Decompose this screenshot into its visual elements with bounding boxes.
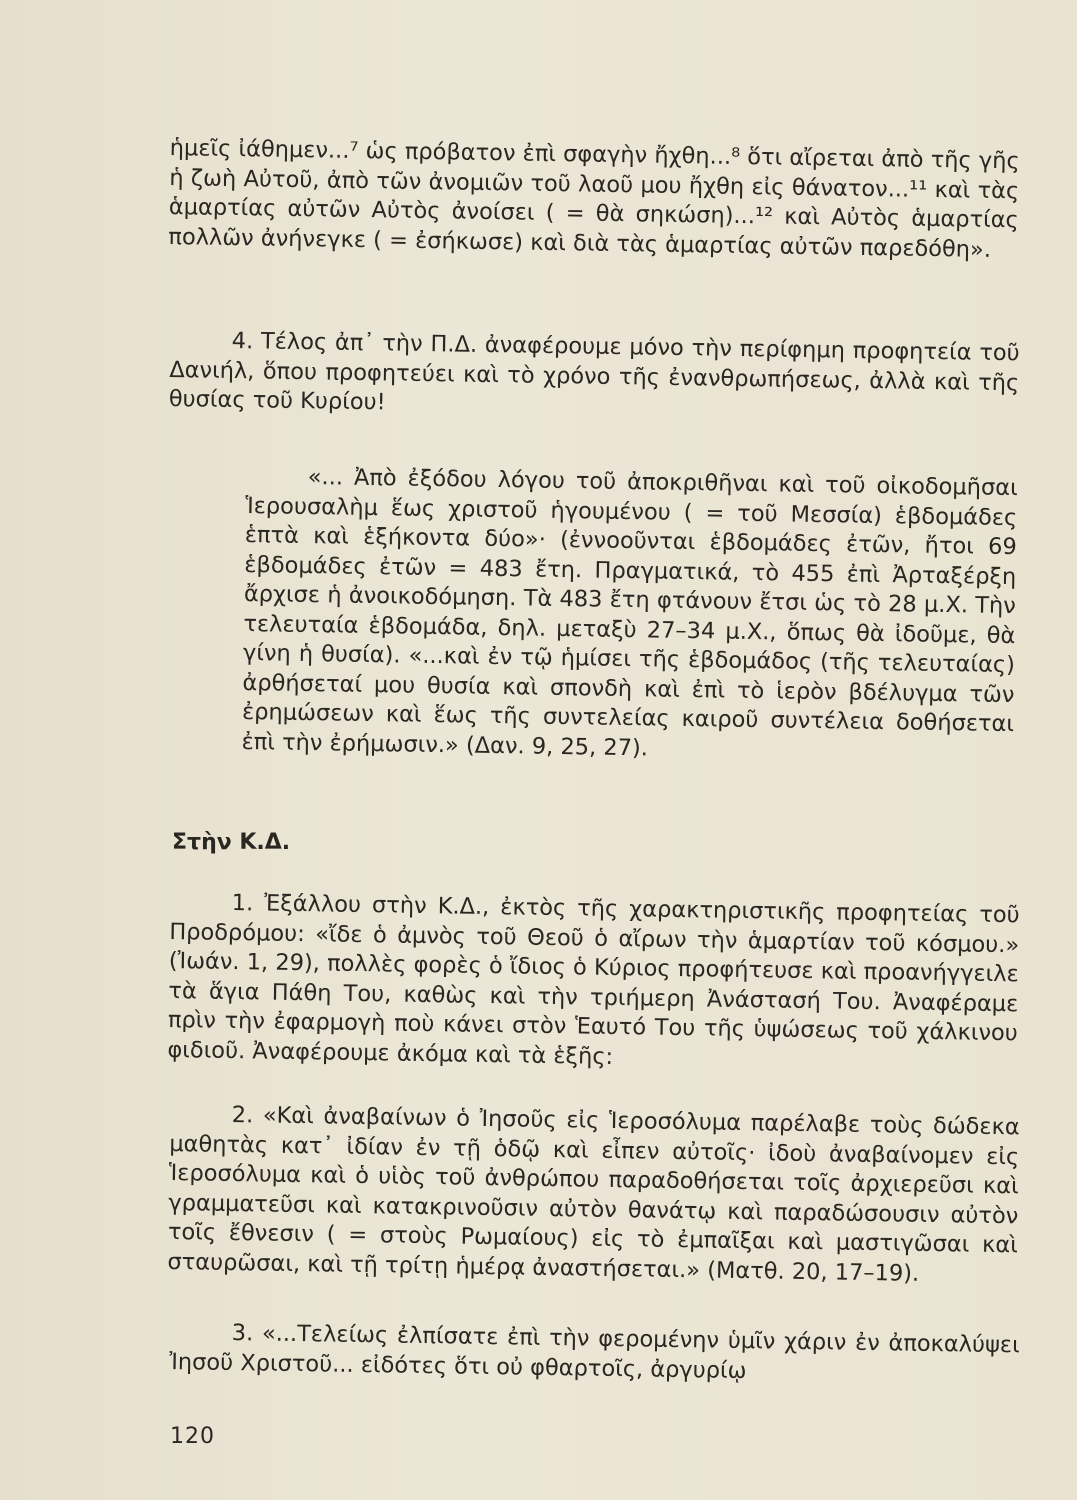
- page-number: 120: [170, 1424, 215, 1449]
- paragraph: 1. Ἐξάλλου στὴν Κ.Δ., ἐκτὸς τῆς χαρακτηριστικῆς προφητείας τοῦ Προδρόμου: «ἴδε ὁ ἀμνὸς τοῦ Θεοῦ ὁ αἴρων τὴν ἁμαρτίαν τοῦ κόσμου.» (Ἰωάν. 1, 29), πολλὲς φορὲς ὁ ἴδιος ὁ Κύριος προφήτευσε καὶ προανήγγειλε τὰ ἅγια Πάθη Του, καθὼς καὶ τὴν τριήμερη Ἀνάστασή Του. Ἀναφέραμε πρὶν τὴν ἐφαρμογὴ ποὺ κάνει στὸν Ἑαυτό Του τῆς ὑψώσεως τοῦ χάλκινου φιδιοῦ. Ἀναφέρουμε ἀκόμα καὶ τὰ ἑξῆς:: [167, 889, 1020, 1070]
- paragraph: «... Ἀπὸ ἐξόδου λόγου τοῦ ἀποκριθῆναι καὶ τοῦ οἰκοδομῆσαι Ἱερουσαλὴμ ἕως χριστοῦ ἡγουμένου ( = τοῦ Μεσσία) ἑβδομάδες ἑπτὰ καὶ ἑξήκοντα δύο»· (ἐννοοῦνται ἑβδομάδες ἐτῶν, ἤτοι 69 ἑβδομάδες ἐτῶν = 483 ἔτη. Πραγματικά, τὸ 455 ἐπὶ Ἀρταξέρξη ἄρχισε ἡ ἀνοικοδόμηση. Τὰ 483 ἔτη φτάνουν ἔτσι ὡς τὸ 28 μ.Χ. Τὴν τελευταία ἑβδομάδα, δηλ. μεταξὺ 27–34 μ.Χ., ὅπως θὰ ἰδοῦμε, θὰ γίνη ἡ θυσία). «...καὶ ἐν τῷ ἡμίσει τῆς ἑβδομάδος (τῆς τελευταίας) ἀρθήσεταί μου θυσία καὶ σπονδὴ καὶ ἐπὶ τὸ ἱερὸν βδέλυγμα τῶν ἐρημώσεων καὶ ἕως τῆς συντελείας καιροῦ συντέλεια δοθήσεται ἐπὶ τὴν ἐρήμωσιν.» (Δαν. 9, 25, 27).: [241, 463, 1018, 761]
- section-heading: Στὴν Κ.Δ.: [172, 830, 291, 855]
- paragraph: ἡμεῖς ἰάθημεν...⁷ ὡς πρόβατον ἐπὶ σφαγὴν ἤχθη...⁸ ὅτι αἴρεται ἀπὸ τῆς γῆς ἡ ζωὴ Αὐτοῦ, ἀπὸ τῶν ἀνομιῶν τοῦ λαοῦ μου ἤχθη εἰς θάνατον...¹¹ καὶ τὰς ἁμαρτίας αὐτῶν Αὐτὸς ἀνοίσει ( = θὰ σηκώση)...¹² καὶ Αὐτὸς ἁμαρτίας πολλῶν ἀνήνεγκε ( = ἐσήκωσε) καὶ διὰ τὰς ἁμαρτίας αὐτῶν παρεδόθη».: [168, 134, 1020, 263]
- paragraph-4: [169, 326, 1020, 428]
- paragraph: 3. «...Τελείως ἐλπίσατε ἐπὶ τὴν φερομένην ὑμῖν χάριν ἐν ἀποκαλύψει Ἰησοῦ Χριστοῦ... εἰδότες ὅτι οὐ φθαρτοῖς, ἀργυρίῳ: [169, 1319, 1020, 1384]
- nt-paragraph-3: [169, 1318, 1020, 1390]
- nt-paragraph-1: [167, 888, 1020, 1078]
- daniel-quote: [241, 462, 1018, 769]
- isaiah-quote-continuation: [168, 134, 1020, 265]
- paragraph: 4. Τέλος ἀπ᾽ τὴν Π.Δ. ἀναφέρουμε μόνο τὴν περίφημη προφητεία τοῦ Δανιήλ, ὅπου προφητεύει καὶ τὸ χρόνο τῆς ἐνανθρωπήσεως, ἀλλὰ καὶ τῆς θυσίας τοῦ Κυρίου!: [168, 327, 1020, 416]
- paragraph: 2. «Καὶ ἀναβαίνων ὁ Ἰησοῦς εἰς Ἱεροσόλυμα παρέλαβε τοὺς δώδεκα μαθητὰς κατ᾽ ἰδίαν ἐν τῇ ὁδῷ καὶ εἶπεν αὐτοῖς· ἰδοὺ ἀναβαίνομεν εἰς Ἱεροσόλυμα καὶ ὁ υἱὸς τοῦ ἀνθρώπου παραδοθήσεται τοῖς ἀρχιερεῦσι καὶ γραμματεῦσι καὶ κατακρινοῦσιν αὐτὸν θανάτῳ καὶ παραδώσουσιν αὐτὸν τοῖς ἔθνεσιν ( = στοὺς Ρωμαίους) εἰς τὸ ἐμπαῖξαι καὶ μαστιγῶσαι καὶ σταυρῶσαι, καὶ τῇ τρίτῃ ἡμέρᾳ ἀναστήσεται.» (Ματθ. 20, 17–19).: [167, 1101, 1020, 1287]
- nt-paragraph-2: [167, 1100, 1020, 1290]
